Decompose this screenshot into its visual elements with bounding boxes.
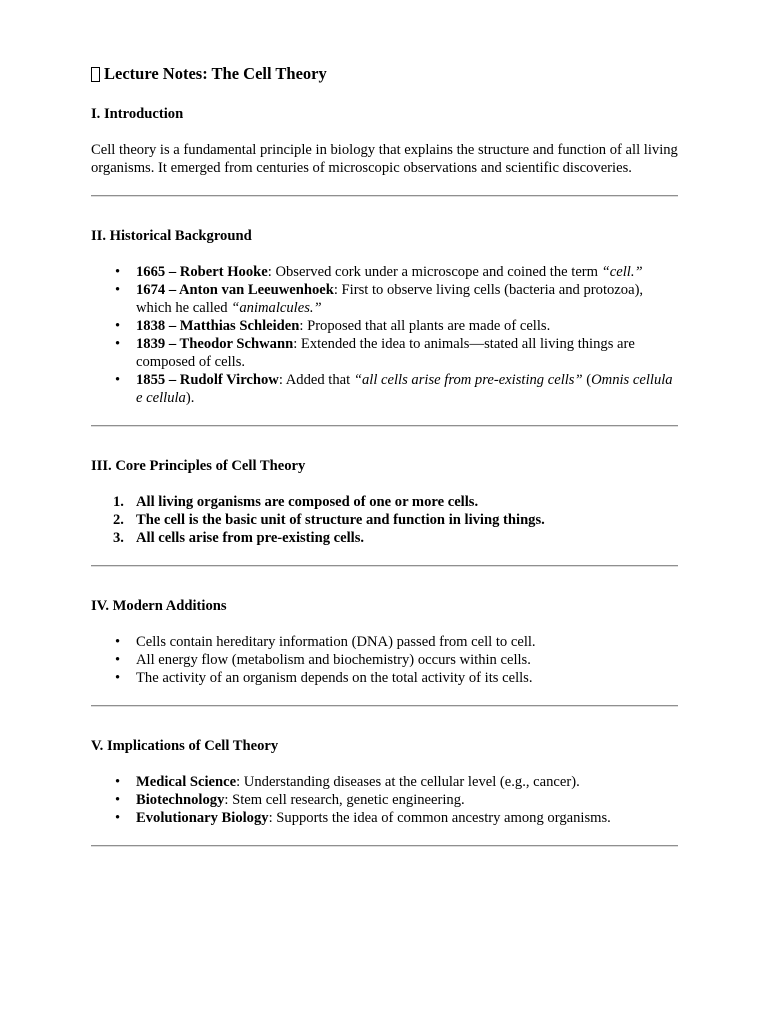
list-item — [115, 263, 678, 281]
bullet-icon: • — [115, 282, 121, 298]
list-item — [115, 791, 678, 809]
bullet-icon: • — [115, 810, 121, 826]
section-heading-implications: V. Implications of Cell Theory — [91, 738, 279, 754]
section-heading-introduction: I. Introduction — [91, 106, 184, 122]
page-title-text: Lecture Notes: The Cell Theory — [104, 64, 327, 83]
list-item-text: : Extended the idea to animals—stated all living things are composed of cells. — [136, 336, 635, 370]
list-item-text: ( — [582, 372, 592, 388]
bullet-icon: • — [115, 670, 121, 686]
list-item-text: Cells contain hereditary information (DNA) passed from cell to cell. — [136, 634, 536, 650]
list-item-term: Medical Science — [136, 774, 237, 790]
list-item — [115, 633, 678, 651]
list-item-term: Biotechnology — [136, 792, 225, 808]
list-item — [115, 371, 678, 407]
list-item — [113, 493, 678, 511]
core-principles-list — [91, 493, 678, 547]
list-item-italic: “animalcules.” — [231, 300, 322, 316]
list-item-term: 1855 – Rudolf Virchow — [136, 372, 279, 388]
list-item-text: All living organisms are composed of one or more cells. — [136, 494, 479, 510]
list-item-text: : First to observe living cells (bacteria and protozoa), which he called — [136, 282, 644, 316]
list-item-number: 1. — [113, 494, 124, 510]
list-item — [115, 773, 678, 791]
bullet-icon: • — [115, 652, 121, 668]
list-item — [115, 809, 678, 827]
list-item-italic: Omnis cellula e cellula — [136, 372, 673, 406]
list-item-term: Evolutionary Biology — [136, 810, 269, 826]
implications-list — [91, 773, 678, 827]
list-item — [115, 651, 678, 669]
document-content — [91, 63, 678, 847]
list-item-italic: “cell.” — [601, 264, 643, 280]
historical-background-list — [91, 263, 678, 407]
list-item-italic: “all cells arise from pre-existing cells” — [353, 372, 583, 388]
list-item-text: : Observed cork under a microscope and coined the term — [267, 264, 602, 280]
section-heading-modern-additions: IV. Modern Additions — [91, 598, 227, 614]
list-item-number: 3. — [113, 530, 124, 546]
list-item — [115, 317, 678, 335]
section-divider — [91, 845, 678, 847]
list-item — [115, 669, 678, 687]
document-icon — [91, 67, 100, 82]
bullet-icon: • — [115, 372, 121, 388]
list-item-text: All cells arise from pre-existing cells. — [136, 530, 365, 546]
list-item-term: 1665 – Robert Hooke — [136, 264, 268, 280]
section-heading-core-principles: III. Core Principles of Cell Theory — [91, 458, 306, 474]
section-heading-historical-background: II. Historical Background — [91, 228, 252, 244]
list-item-text: : Supports the idea of common ancestry among organisms. — [268, 810, 611, 826]
list-item-text: : Proposed that all plants are made of cells. — [299, 318, 551, 334]
list-item — [115, 335, 678, 371]
page-title — [91, 63, 678, 85]
modern-additions-list — [91, 633, 678, 687]
list-item-text: All energy flow (metabolism and biochemistry) occurs within cells. — [136, 652, 531, 668]
list-item — [113, 511, 678, 529]
list-item-text: The cell is the basic unit of structure and function in living things. — [136, 512, 545, 528]
list-item-text: : Added that — [278, 372, 354, 388]
list-item-text: The activity of an organism depends on the total activity of its cells. — [136, 670, 533, 686]
bullet-icon: • — [115, 264, 121, 280]
bullet-icon: • — [115, 336, 121, 352]
list-item-text: ). — [185, 390, 195, 406]
list-item-term: 1674 – Anton van Leeuwenhoek — [136, 282, 334, 298]
bullet-icon: • — [115, 634, 121, 650]
list-item-number: 2. — [113, 512, 124, 528]
bullet-icon: • — [115, 792, 121, 808]
list-item-term: 1838 – Matthias Schleiden — [136, 318, 300, 334]
bullet-icon: • — [115, 774, 121, 790]
list-item — [113, 529, 678, 547]
list-item-text: : Stem cell research, genetic engineering. — [224, 792, 465, 808]
introduction-paragraph: Cell theory is a fundamental principle in biology that explains the structure and function of all living organisms. It emerged from centuries of microscopic observations and scientific discoveries. — [91, 142, 678, 176]
list-item-text: : Understanding diseases at the cellular level (e.g., cancer). — [236, 774, 580, 790]
list-item — [115, 281, 678, 317]
list-item-term: 1839 – Theodor Schwann — [136, 336, 294, 352]
bullet-icon: • — [115, 318, 121, 334]
